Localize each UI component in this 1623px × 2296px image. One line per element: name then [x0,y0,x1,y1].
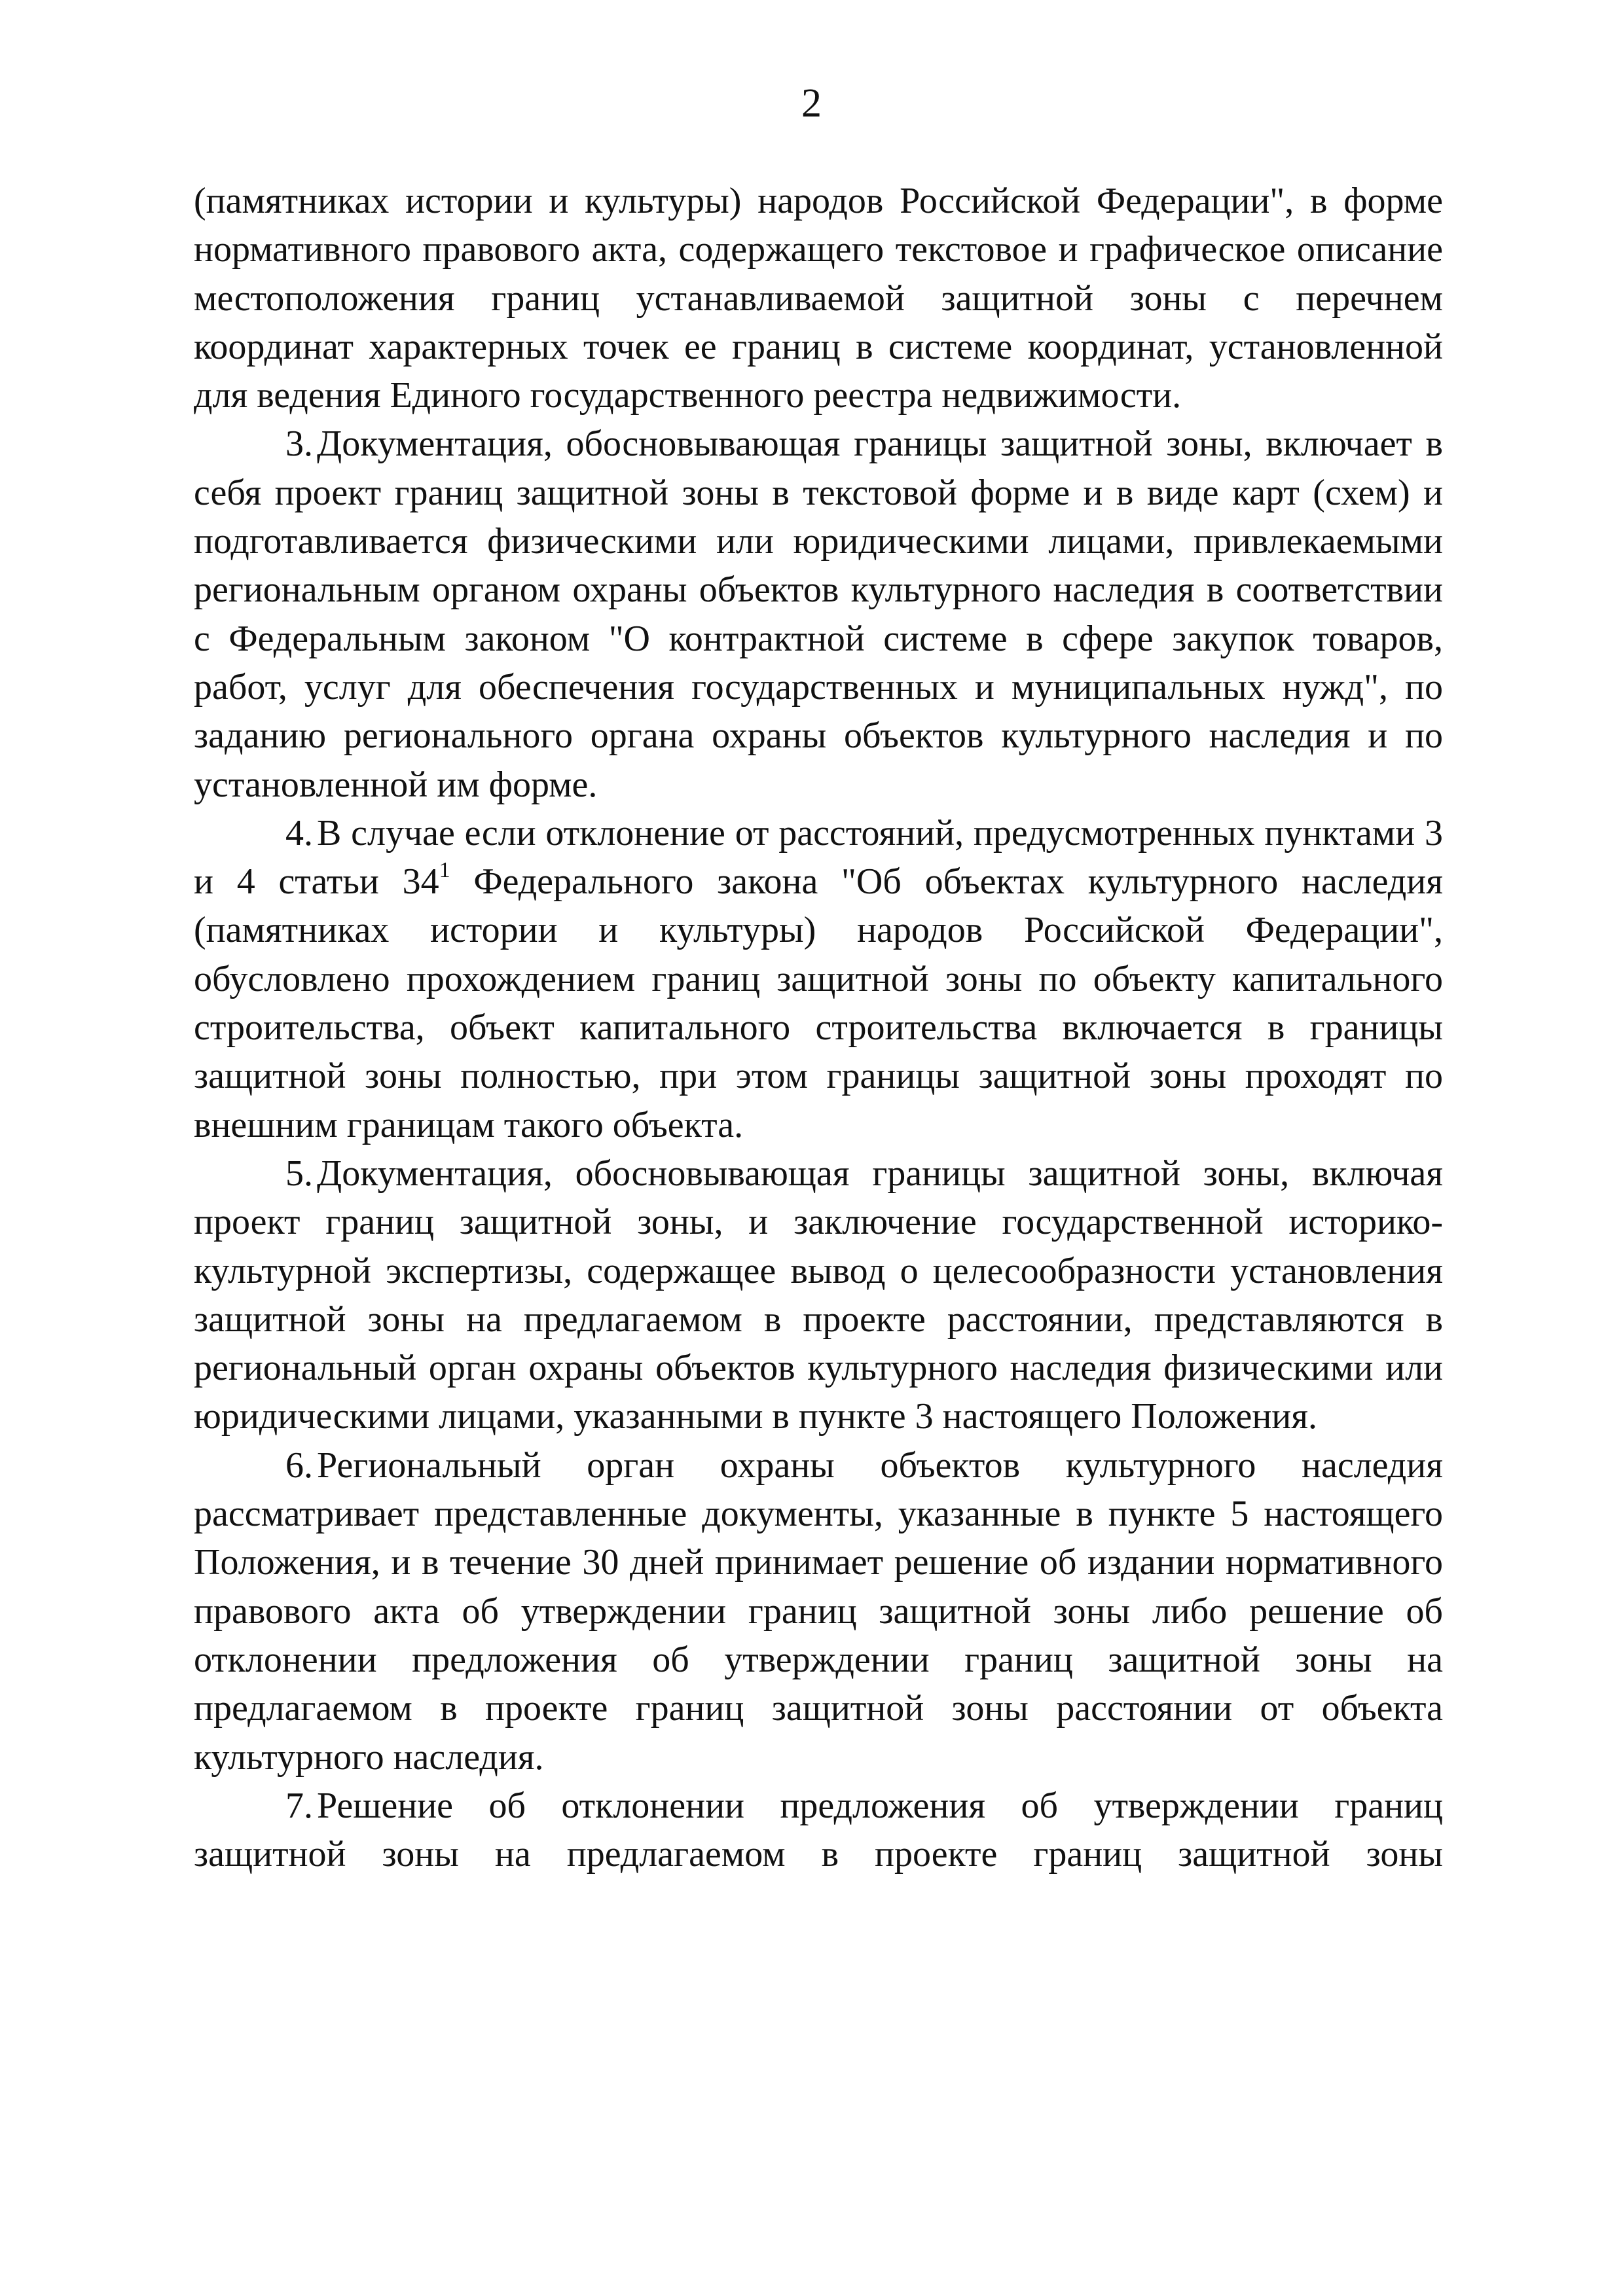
article-superscript: 1 [439,857,450,882]
paragraph-6 [194,1441,1443,1782]
paragraph-text: Решение об отклонении предложения об утверждении границ защитной зоны на предлагаемом в проекте границ защитной зоны [194,1785,1443,1875]
page-number: 2 [801,81,822,126]
paragraph-text: (памятниках истории и культуры) народов Российской Федерации", в форме нормативного правового акта, содержащего текстовое и графическое описание местоположения границ устанавливаемой защитной зоны с перечнем координат характерных точек ее границ в системе координат, установленной для ведения Единого государственного реестра недвижимости. [194,181,1443,416]
paragraph-number: 3. [285,423,313,465]
paragraph-number: 7. [285,1785,313,1826]
paragraph-text: Документация, обосновывающая границы защитной зоны, включая проект границ защитной зоны, и заключение государственной историко-культурной экспертизы, содержащее вывод о целесообразности установления защитной зоны на предлагаемом в проекте расстоянии, представляются в региональный орган охраны объектов культурного наследия физическими или юридическими лицами, указанными в пункте 3 настоящего Положения. [194,1153,1443,1437]
paragraph-number: 6. [285,1444,313,1486]
document-body [194,177,1443,1878]
paragraph-7 [194,1782,1443,1879]
paragraph-text-before-footnote: В случае если отклонение от расстояний, предусмотренных пунктами 3 и 4 статьи 34 [194,812,1443,903]
paragraph-4 [194,809,1443,1149]
paragraph-continuation [194,177,1443,420]
paragraph-5 [194,1149,1443,1441]
paragraph-text: Документация, обосновывающая границы защитной зоны, включает в себя проект границ защитной зоны в текстовой форме и в виде карт (схем) и подготавливается физическими или юридическими лицами, привлекаемыми региональным органом охраны объектов культурного наследия в соответствии с Федеральным законом "О контрактной системе в сфере закупок товаров, работ, услуг для обеспечения государственных и муниципальных нужд", по заданию регионального органа охраны объектов культурного наследия и по установленной им форме. [194,423,1443,805]
paragraph-number: 5. [285,1153,313,1194]
paragraph-number: 4. [285,812,313,853]
paragraph-3 [194,420,1443,808]
paragraph-text: Региональный орган охраны объектов культурного наследия рассматривает представленные документы, указанные в пункте 5 настоящего Положения, и в течение 30 дней принимает решение об издании нормативного правового акта об утверждении границ защитной зоны либо решение об отклонении предложения об утверждении границ защитной зоны на предлагаемом в проекте границ защитной зоны расстоянии от объекта культурного наследия. [194,1444,1443,1778]
paragraph-text-after-footnote: Федерального закона "Об объектах культурного наследия (памятниках истории и культуры) народов Российской Федерации", обусловлено прохождением границ защитной зоны по объекту капитального строительства, объект капитального строительства включается в границы защитной зоны полностью, при этом границы защитной зоны проходят по внешним границам такого объекта. [194,861,1443,1145]
